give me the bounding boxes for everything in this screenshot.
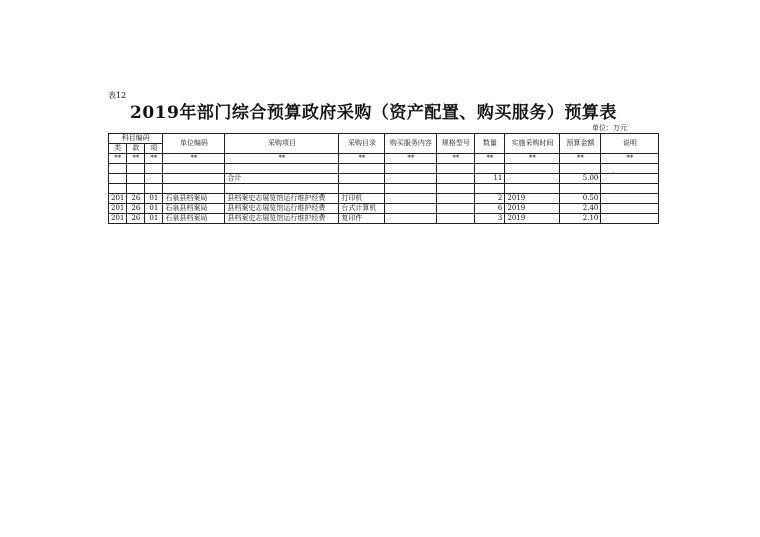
document-code: 表12 xyxy=(108,91,127,100)
placeholder-cell: ** xyxy=(560,154,601,164)
placeholder-cell: ** xyxy=(163,154,225,164)
document-title: 2019年部门综合预算政府采购（资产配置、购买服务）预算表 xyxy=(130,103,617,123)
service-content-cell xyxy=(385,194,437,204)
catalog-cell: 打印机 xyxy=(339,194,385,204)
service-content-cell xyxy=(385,214,437,224)
service-content-cell xyxy=(385,204,437,214)
tick-mark: ` xyxy=(612,172,616,180)
quantity-cell: 2 xyxy=(475,194,505,204)
purchase-time-cell: 2019 xyxy=(505,194,560,204)
amount-cell: 0.50 xyxy=(560,194,601,204)
total-amount: 5.00 xyxy=(560,174,601,184)
placeholder-cell: ** xyxy=(437,154,475,164)
note-cell xyxy=(601,194,659,204)
purchase-time-cell: 2019 xyxy=(505,214,560,224)
spec-model-header: 规格型号 xyxy=(437,134,475,154)
unit-label: 单位：万元 xyxy=(592,124,627,132)
quantity-header: 数量 xyxy=(475,134,505,154)
quantity-cell: 3 xyxy=(475,214,505,224)
unit-code-cell: 石泉县档案局 xyxy=(163,204,225,214)
placeholder-cell: ** xyxy=(505,154,560,164)
placeholder-cell: ** xyxy=(109,154,127,164)
quantity-cell: 6 xyxy=(475,204,505,214)
header-row-1 xyxy=(109,134,659,144)
catalog-header: 采购目录 xyxy=(339,134,385,154)
placeholder-cell: ** xyxy=(127,154,145,164)
catalog-cell: 复印件 xyxy=(339,214,385,224)
section-cell: 26 xyxy=(127,194,145,204)
purchase-time-header: 实施采购时间 xyxy=(505,134,560,154)
project-cell: 县档案史志展览馆运行维护经费 xyxy=(225,214,339,224)
placeholder-cell: ** xyxy=(225,154,339,164)
table-row xyxy=(109,194,659,204)
table-row xyxy=(109,204,659,214)
class-cell: 201 xyxy=(109,194,127,204)
spec-model-cell xyxy=(437,214,475,224)
placeholder-cell: ** xyxy=(145,154,163,164)
class-header: 类 xyxy=(109,144,127,154)
procurement-budget-table xyxy=(108,133,659,224)
note-header: 说明 xyxy=(601,134,659,154)
project-header: 采购项目 xyxy=(225,134,339,154)
note-cell xyxy=(601,214,659,224)
amount-cell: 2.40 xyxy=(560,204,601,214)
class-cell: 201 xyxy=(109,214,127,224)
project-cell: 县档案史志展览馆运行维护经费 xyxy=(225,204,339,214)
purchase-time-cell: 2019 xyxy=(505,204,560,214)
item-cell: 01 xyxy=(145,214,163,224)
service-content-header: 购买服务内容 xyxy=(385,134,437,154)
unit-code-cell: 石泉县档案局 xyxy=(163,214,225,224)
note-cell xyxy=(601,204,659,214)
budget-amount-header: 预算金额 xyxy=(560,134,601,154)
item-cell: 01 xyxy=(145,204,163,214)
subject-code-header: 科目编码 xyxy=(109,134,163,144)
catalog-cell: 台式计算机 xyxy=(339,204,385,214)
item-header: 项 xyxy=(145,144,163,154)
section-cell: 26 xyxy=(127,204,145,214)
placeholder-cell: ** xyxy=(385,154,437,164)
total-label: 合计 xyxy=(225,174,339,184)
blank-row xyxy=(109,184,659,194)
item-cell: 01 xyxy=(145,194,163,204)
placeholder-cell: ** xyxy=(339,154,385,164)
unit-code-cell: 石泉县档案局 xyxy=(163,194,225,204)
table-row xyxy=(109,214,659,224)
total-row xyxy=(109,174,659,184)
section-header: 款 xyxy=(127,144,145,154)
spec-model-cell xyxy=(437,204,475,214)
placeholder-cell: ** xyxy=(601,154,659,164)
class-cell: 201 xyxy=(109,204,127,214)
amount-cell: 2.10 xyxy=(560,214,601,224)
section-cell: 26 xyxy=(127,214,145,224)
placeholder-row xyxy=(109,154,659,164)
blank-row xyxy=(109,164,659,174)
unit-code-header: 单位编码 xyxy=(163,134,225,154)
placeholder-cell: ** xyxy=(475,154,505,164)
spec-model-cell xyxy=(437,194,475,204)
project-cell: 县档案史志展览馆运行维护经费 xyxy=(225,194,339,204)
total-quantity: 11 xyxy=(475,174,505,184)
